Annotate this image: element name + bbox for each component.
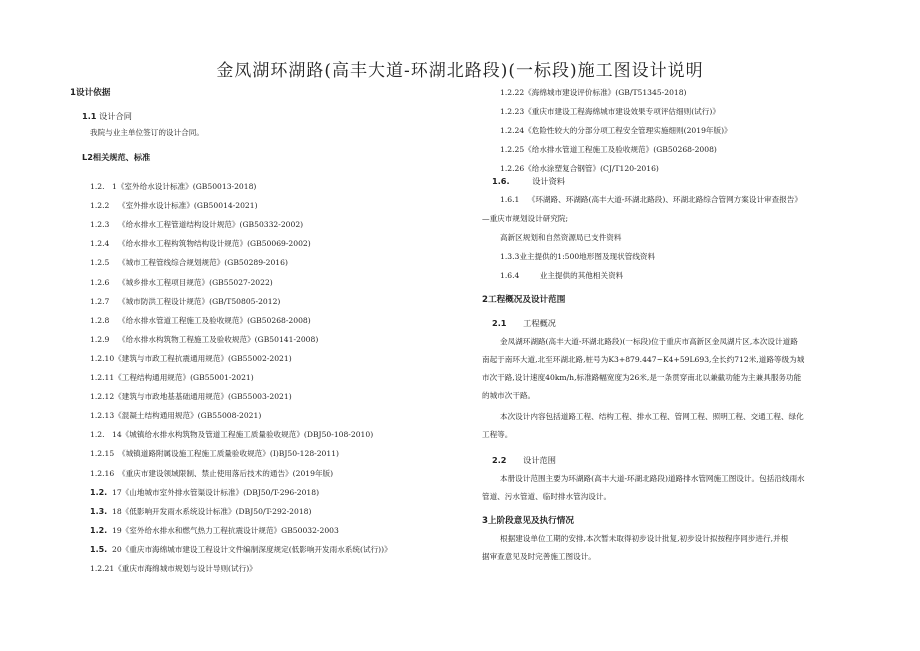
item-number: 1.2. bbox=[90, 525, 108, 535]
section-1-heading: 1设计依据 bbox=[70, 88, 111, 98]
item-number: 1.3. bbox=[90, 506, 108, 516]
standard-item bbox=[90, 545, 392, 555]
scope-content-line: 工程等。 bbox=[482, 430, 513, 439]
item-text: 1.2.10《建筑与市政工程抗震通用规范》(GB55002-2021) bbox=[90, 353, 292, 363]
standard-item bbox=[90, 297, 280, 307]
standard-item bbox=[90, 564, 257, 574]
item-number: 1.2. bbox=[90, 182, 105, 191]
design-data-1 bbox=[500, 195, 802, 205]
standard-item: 1.2.24《危险性较大的分部分项工程安全管理实施细则(2019年版)》 bbox=[500, 126, 732, 136]
range-paragraph-line: 本册设计范围主要为环湖路(高丰大道-环湖北路段)道路排水管网施工图设计。包括沿线雨水 bbox=[500, 474, 805, 483]
standard-item bbox=[90, 507, 311, 517]
section-2-1-heading bbox=[492, 318, 556, 328]
item-number: 1.2.5 bbox=[90, 258, 110, 268]
contract-text: 我院与业主单位签订的设计合同。 bbox=[90, 128, 204, 137]
item-number: 1.2. bbox=[90, 487, 108, 497]
item-text: 业主提供的其他相关资料 bbox=[539, 271, 624, 280]
standard-item bbox=[90, 316, 311, 326]
item-text: 14《城镇给水排水构筑物及管道工程施工质量验收规范》(DBJ50-108-2010) bbox=[112, 430, 374, 440]
section-label: 工程概况 bbox=[523, 318, 556, 328]
standard-item bbox=[90, 430, 373, 440]
item-number: 1.6.4 bbox=[500, 271, 520, 280]
standard-item bbox=[90, 201, 258, 211]
overview-paragraph-line: 金凤湖环湖路(高丰大道-环湖北路段)(一标段)位于重庆市高新区金凤湖片区,本次设计道路 bbox=[500, 337, 798, 346]
item-text: 《给水排水管道工程施工及验收规范》(GB50268-2008) bbox=[118, 315, 311, 325]
item-text: 《城市防洪工程设计规范》(GB/T50805-2012) bbox=[118, 296, 281, 306]
standard-item bbox=[90, 354, 292, 364]
item-text: 《重庆市建设领域限制、禁止使用落后技术的通告》(2019年版) bbox=[118, 468, 334, 478]
item-number: 1.2.16 bbox=[90, 468, 115, 478]
scope-content-line: 本次设计内容包括道路工程、结构工程、排水工程、管网工程、照明工程、交通工程、绿化 bbox=[500, 412, 804, 421]
item-text: 《给水排水工程管道结构设计规范》(GB50332-2002) bbox=[118, 220, 304, 230]
item-text: 18《低影响开发雨水系统设计标准》(DBJ50/T-292-2018) bbox=[112, 506, 312, 516]
item-number: 1.6.1 bbox=[500, 195, 520, 204]
item-number: 1.2.8 bbox=[90, 315, 110, 325]
design-data-1-continued: —重庆市规划设计研究院; bbox=[482, 214, 569, 223]
item-number: 1.2.6 bbox=[90, 277, 110, 287]
standard-item: 1.2.23《重庆市建设工程海绵城市建设效果专项评估细则(试行)》 bbox=[500, 107, 720, 117]
standard-item: 1.2.26《给水涂塑复合钢管》(CJ/T120-2016) bbox=[500, 164, 659, 174]
standard-item bbox=[90, 373, 254, 383]
overview-paragraph-line: 的城市次干路。 bbox=[482, 391, 536, 400]
standard-item bbox=[90, 220, 303, 230]
item-number: 1.2.4 bbox=[90, 239, 110, 249]
section-1-2-heading bbox=[82, 152, 150, 162]
section-number: 2.1 bbox=[492, 318, 507, 328]
standard-item bbox=[90, 258, 288, 268]
standard-item bbox=[90, 239, 311, 249]
standard-item bbox=[90, 469, 333, 479]
design-data-2: 高新区规划和自然资源局已支件资料 bbox=[500, 233, 622, 242]
item-number: 1.2.15 bbox=[90, 449, 115, 459]
item-text: 《城市工程管线综合规划规范》(GB50289-2016) bbox=[118, 258, 288, 268]
item-text: 《环湖路、环湖路(高丰大道-环湖北路段)、环湖北路综合管网方案设计审查报告》 bbox=[527, 195, 803, 204]
overview-paragraph-line: 市次干路,设计速度40km/h,标准路幅宽度为26米,是一条贯穿南北以兼截功能为主兼具服务功能 bbox=[482, 373, 802, 382]
item-number: 1.2.9 bbox=[90, 334, 110, 344]
overview-paragraph-line: 南起于南环大道,北至环湖北路,桩号为K3+879.447~K4+59L693,全长约712米,道路等级为城 bbox=[482, 355, 805, 364]
section-1-1-heading bbox=[82, 111, 132, 121]
section-number: 1.1 bbox=[82, 111, 97, 121]
standard-item bbox=[90, 278, 273, 288]
range-paragraph-line: 管道、污水管道、临时排水管沟设计。 bbox=[482, 492, 612, 501]
item-text: 1.2.11《工程结构通用规范》(GB55001-2021) bbox=[90, 373, 254, 382]
section-2-2-heading bbox=[492, 455, 556, 465]
item-text: 《给水排水工程构筑物结构设计规范》(GB50069-2002) bbox=[118, 239, 311, 249]
section-3-heading: 3上阶段意见及执行情况 bbox=[482, 516, 574, 526]
standard-item bbox=[90, 488, 319, 498]
standard-item bbox=[90, 449, 339, 459]
previous-stage-line: 根据建设单位工期的安排,本次暂未取得初步设计批复,初步设计拟按程序同步进行,并根 bbox=[500, 534, 789, 543]
item-text: 《城乡排水工程项目规范》(GB55027-2022) bbox=[118, 277, 273, 287]
section-label: 设计资料 bbox=[532, 176, 565, 186]
item-text: 《城镇道路附属设施工程施工质量验收规范》(I)BJ50-128-2011) bbox=[118, 449, 339, 459]
standard-item bbox=[90, 182, 256, 192]
section-1-6-heading bbox=[492, 176, 565, 186]
item-text: 17《山地城市室外排水管渠设计标准》(DBJ50/T-296-2018) bbox=[112, 487, 320, 497]
item-text: 1.2.21《重庆市海绵城市规划与设计导则(试行)》 bbox=[90, 564, 257, 573]
item-text: 《给水排水构筑物工程施工及验收规范》(GB50141-2008) bbox=[118, 334, 319, 344]
design-data-3: 1.3.3业主提供的1:500地形图及现状管线资料 bbox=[500, 252, 656, 261]
item-number: 1.2. bbox=[90, 430, 105, 440]
item-text: 1.2.12《建筑与市政地基基础通用规范》(GB55003-2021) bbox=[90, 392, 292, 402]
item-text: 1.2.13《混凝土结构通用规范》(GB55008-2021) bbox=[90, 411, 262, 421]
section-number: 1.6. bbox=[492, 176, 510, 186]
standard-item bbox=[90, 526, 339, 536]
item-text: 《室外排水设计标准》(GB50014-2021) bbox=[118, 201, 258, 211]
standard-item: 1.2.25《给水排水管道工程施工及验收规范》(GB50268-2008) bbox=[500, 145, 717, 155]
standard-item bbox=[90, 392, 292, 402]
previous-stage-line: 据审查意见及时完善施工图设计。 bbox=[482, 552, 596, 561]
item-number: 1.5. bbox=[90, 544, 108, 554]
item-text: 20《重庆市海绵城市建设工程设计文件编制深度规定(低影响开发雨水系统(试行))》 bbox=[112, 544, 392, 554]
section-label: 设计合同 bbox=[99, 111, 132, 121]
standard-item bbox=[90, 335, 318, 345]
item-number: 1.2.7 bbox=[90, 296, 110, 306]
standard-item bbox=[90, 411, 261, 421]
section-label: 设计范围 bbox=[523, 455, 556, 465]
item-text: 1《室外给水设计标准》(GB50013-2018) bbox=[112, 182, 257, 191]
section-2-heading: 2工程概况及设计范围 bbox=[482, 295, 566, 305]
standard-item: 1.2.22《海绵城市建设评价标准》(GB/T51345-2018) bbox=[500, 88, 687, 97]
page-title: 金凤湖环湖路(高丰大道-环湖北路段)(一标段)施工图设计说明 bbox=[216, 61, 704, 81]
item-text: 19《室外给水排水和燃气热力工程抗震设计规范》GB50032-2003 bbox=[112, 525, 339, 535]
item-number: 1.2.2 bbox=[90, 201, 110, 211]
section-number: 2.2 bbox=[492, 455, 507, 465]
section-label: L2相关规范、标准 bbox=[82, 152, 151, 162]
design-data-4 bbox=[500, 271, 623, 281]
item-number: 1.2.3 bbox=[90, 220, 110, 230]
